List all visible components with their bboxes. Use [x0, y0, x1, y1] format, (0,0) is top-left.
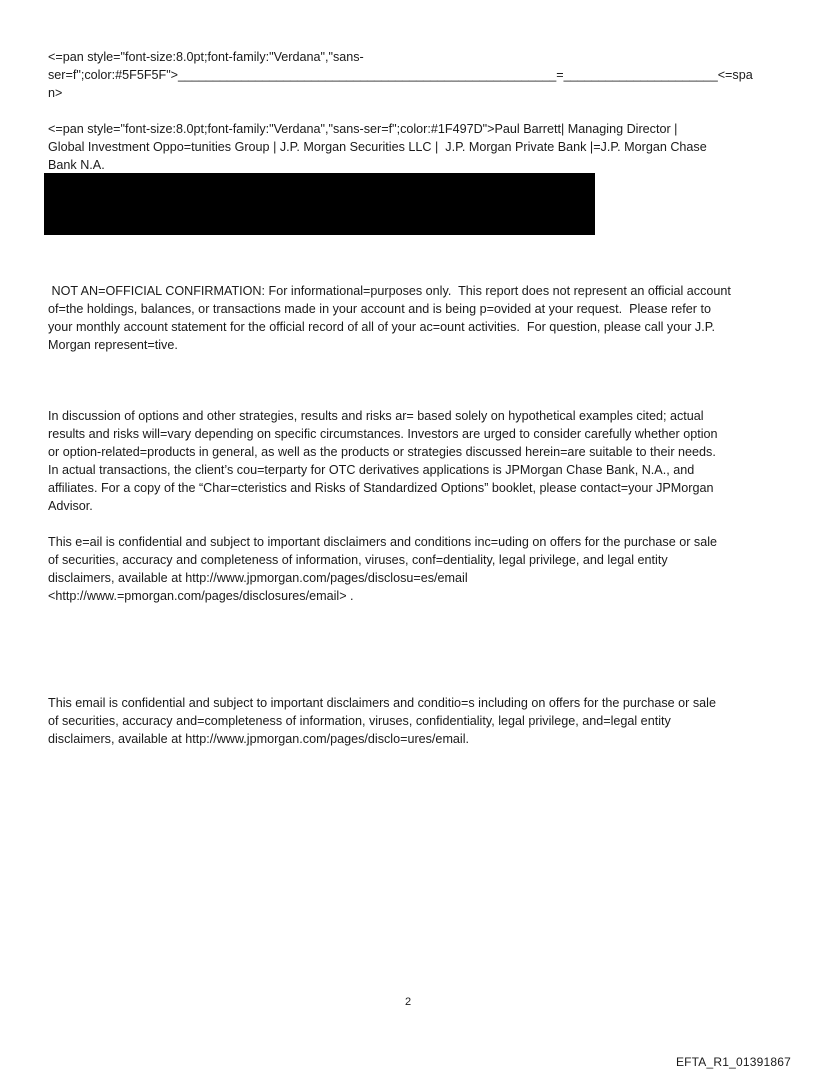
confidentiality-notice-1: This e=ail is confidential and subject to important disclaimers and conditions inc=uding on offers for the purchase or sale of securities, accuracy and completeness of information, viruses, conf=dentiality, legal privilege, and legal entity disclaimers, available at http://www.jpmorgan.com/pages/disclosu=es/email <http://www.=pmorgan.com/pages/disclosures/email> .: [48, 535, 718, 603]
html-separator-line: <=pan style="font-size:8.0pt;font-family:"Verdana","sans- ser=f";color:#5F5F5F">______________________________________________________=______________________<=spa n>: [48, 50, 753, 100]
redaction-box: [44, 173, 595, 235]
options-disclaimer: In discussion of options and other strategies, results and risks ar= based solely on hypothetical examples cited; actual results and risks will=vary depending on specific circumstances. Investors are urged to consider carefully whether option or option-related=products in general, as well as the products or strategies discussed herein=are suitable to their needs. In actual transactions, the client’s cou=terparty for OTC derivatives applications is JPMorgan Chase Bank, N.A., and affiliates. For a copy of the “Char=cteristics and Risks of Standardized Options” booklet, please contact=your JPMorgan Advisor.: [48, 409, 718, 513]
sender-signature: <=pan style="font-size:8.0pt;font-family:"Verdana","sans-ser=f";color:#1F497D">Paul Barrett| Managing Director | Global Investment Oppo=tunities Group | J.P. Morgan Securities LLC | J.P. Morgan Private Bank |=J.P. Morgan Chase Bank N.A.: [48, 122, 707, 172]
confirmation-notice: NOT AN=OFFICIAL CONFIRMATION: For informational=purposes only. This report does not represent an official account of=the holdings, balances, or transactions made in your account and is being p=ovided at your request. Please refer to your monthly account statement for the official record of all of your ac=ount activities. For question, please call your J.P. Morgan represent=tive.: [48, 284, 731, 352]
confidentiality-notice-2: This email is confidential and subject to important disclaimers and conditio=s including on offers for the purchase or sale of securities, accuracy and=completeness of information, viruses, confidentiality, legal privilege, and=legal entity disclaimers, available at http://www.jpmorgan.com/pages/disclo=ures/email.: [48, 696, 716, 746]
bates-number: EFTA_R1_01391867: [675, 1055, 791, 1069]
page-number: 2: [404, 996, 412, 1008]
